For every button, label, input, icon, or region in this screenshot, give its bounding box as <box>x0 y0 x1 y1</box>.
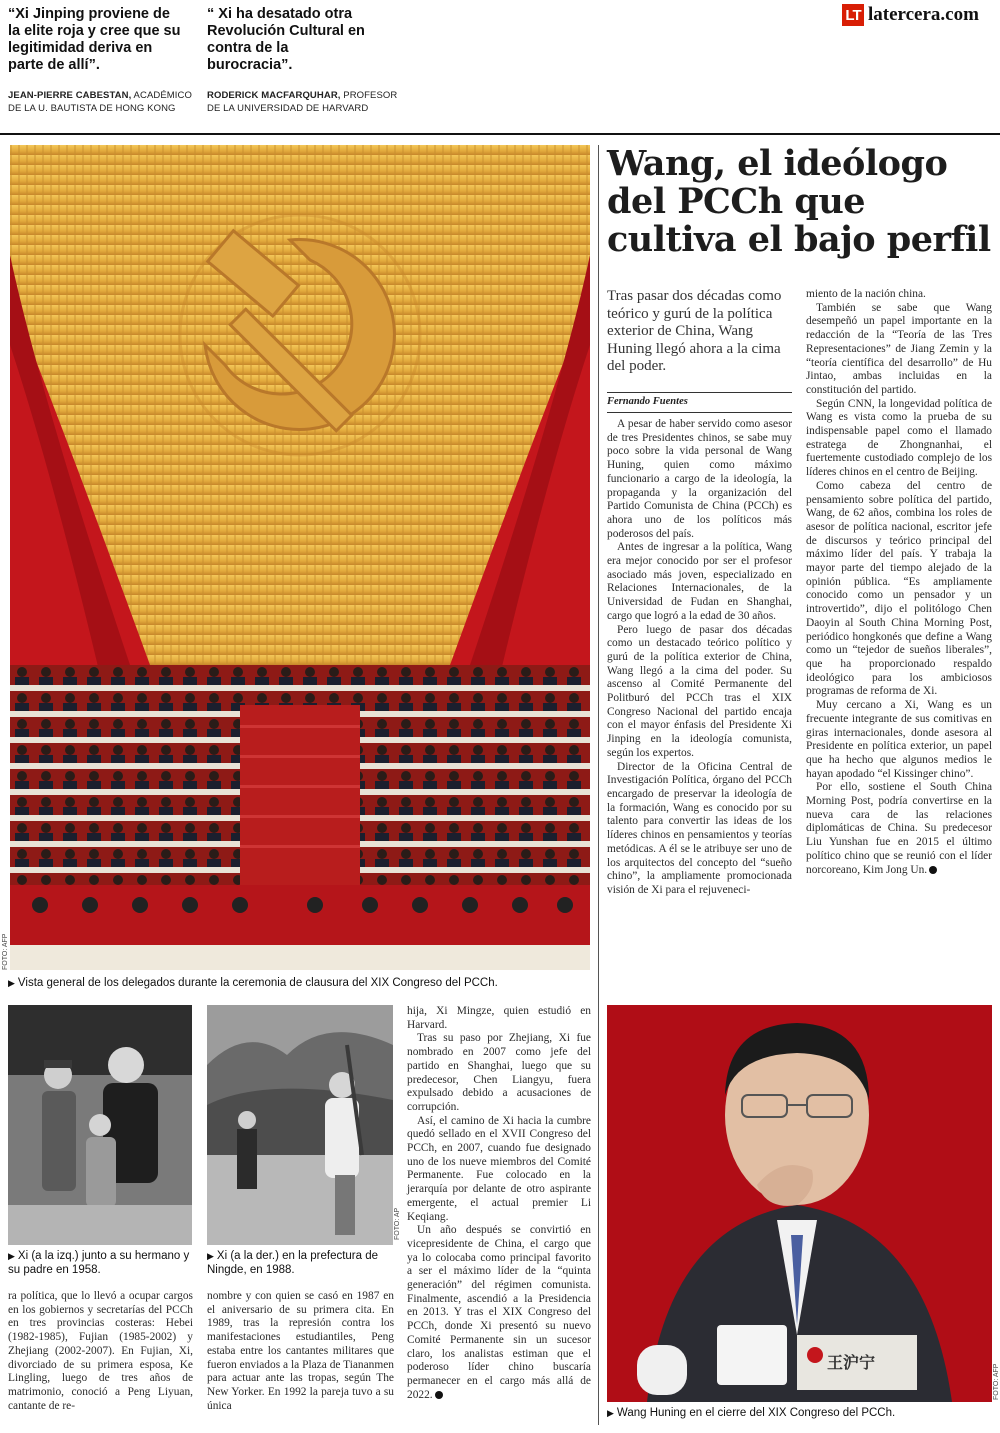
paragraph: Antes de ingresar a la política, Wang era mejor conocido por ser el profesor asociado más joven, especializado en Relaciones Internacionales, de la Universidad de Fudan en Shanghai, cargo que logró a la edad de 30 años. <box>607 541 792 622</box>
article-column-2 <box>806 288 992 877</box>
ningde-illustration <box>207 1005 393 1245</box>
paragraph-text: Un año después se convirtió en vicepresidente de China, el cargo que ya lo colocaba como principal favorito a ser el máximo líder de la “quinta generación” del régimen comunista. Finalmente, ascendió a la Presidencia en 2013. Y tras el XIX Congreso del PCCh, donde Xi presentó su nuevo Comité Permanente sin un sucesor claro, los analistas estiman que el poderoso líder chino buscaría permanecer en el cargo más allá de 2022. <box>407 1224 591 1401</box>
header-rule <box>0 133 1000 135</box>
quote-macfarquhar-attribution <box>207 89 407 115</box>
congress-hall-illustration <box>10 145 590 970</box>
lt-logo-icon: LT <box>842 4 864 26</box>
byline-rule <box>607 392 792 393</box>
photo-credit-afp-wang: FOTO: AFP <box>993 1363 1000 1400</box>
paragraph: Así, el camino de Xi hacia la cumbre quedó sellado en el XVII Congreso del PCCh, en 2007, cuando fue designado uno de los nueve miembros del Comité Permanente. Fue colocado en la jerarquía por delante de otro aspirante emergente, el actual premier Li Keqiang. <box>407 1114 591 1223</box>
article-column-1 <box>607 418 792 898</box>
photo-credit-afp: FOTO: AFP <box>2 933 9 970</box>
triangle-icon: ▶ <box>207 1251 214 1261</box>
nameplate: 王沪宁 <box>827 1353 876 1372</box>
byline-rule-bottom <box>607 412 792 413</box>
triangle-icon: ▶ <box>8 1251 15 1261</box>
caption-wang <box>607 1406 992 1420</box>
paragraph: ra política, que lo llevó a ocupar cargos en los gobiernos y secretarías del PCCh en tres provincias costeras: Hebei (1982-1985), Fujian (1985-2002) y Zhejiang (2002-2007). En Fujian, Xi, divorciado de su primera esposa, Ke Lingling, luego de tres años de matrimonio, conoció a Peng Liyuan, cantante de re- <box>8 1290 193 1412</box>
attribution-name: JEAN-PIERRE CABESTAN, <box>8 90 132 101</box>
column-divider <box>598 145 599 1425</box>
paragraph: Pero luego de pasar dos décadas como un destacado teórico político y gurú de la política exterior de China, Wang llegó a la cima del poder. Su ascenso al Comité Permanente del Politburó del PCCh tras el XIX Congreso Nacional del partido encaja con el mayor énfasis del Presidente Xi Jinping en la ideología comunista, según los expertos. <box>607 623 792 759</box>
ningde-photo <box>207 1005 393 1245</box>
triangle-icon: ▶ <box>607 1408 614 1418</box>
end-mark-icon <box>929 866 937 874</box>
brand-logo[interactable] <box>842 4 979 26</box>
caption-childhood-text: Xi (a la izq.) junto a su hermano y su padre en 1958. <box>8 1250 190 1276</box>
end-mark-icon <box>435 1391 443 1399</box>
congress-photo <box>10 145 590 970</box>
photo-credit-ap: FOTO: AP <box>394 1207 401 1240</box>
brand-site: latercera.com <box>868 4 979 25</box>
paragraph: Según CNN, la longevidad política de Wang es vista como la prueba de su indispensable papel como el llamado estratega de Zhongnanhai, el fuertemente custodiado complejo de los líderes chinos en el centro de Beijing. <box>806 397 992 479</box>
wang-portrait-illustration <box>607 1005 992 1402</box>
paragraph: También se sabe que Wang desempeñó un papel importante en la redacción de la “Teoría de las Tres Representaciones” de Jiang Zemin y la “teoría científica del desarrollo” de Hu Jintao, ambas incluidas en la constitución del partido. <box>806 301 992 396</box>
caption-wang-text: Wang Huning en el cierre del XIX Congreso del PCCh. <box>616 1407 896 1419</box>
quote-cabestan: “Xi Jinping proviene de la elite roja y cree que su legitimidad deriva en parte de allí”. <box>8 6 181 73</box>
childhood-photo <box>8 1005 192 1245</box>
paragraph-text: Por ello, sostiene el South China Morning Post, podría convertirse en la nueva cara de las relaciones diplomáticas de China. Su predecesor Liu Yunshan fue en 2015 el último político chino que se reunió con el líder norcoreano, Kim Jong Un. <box>806 781 992 876</box>
wang-photo <box>607 1005 992 1402</box>
article-column-3 <box>407 1005 591 1402</box>
lead: Tras pasar dos décadas como teórico y gurú de la política exterior de China, Wang Huning llegó ahora a la cima del poder. <box>607 288 782 374</box>
attribution-role: PROFESOR DE LA UNIVERSIDAD DE HARVARD <box>207 90 398 114</box>
caption-childhood <box>8 1249 198 1277</box>
quote-macfarquhar: “ Xi ha desatado otra Revolución Cultural en contra de la burocracia”. <box>207 6 365 73</box>
paragraph: Muy cercano a Xi, Wang es un frecuente integrante de sus comitivas en giras internacionales, donde asesora al Presidente en política exterior, un papel que ha hecho que algunos medios le hayan apodado “el Kissinger chino”. <box>806 699 992 780</box>
childhood-illustration <box>8 1005 192 1245</box>
paragraph <box>407 1224 591 1402</box>
quote-cabestan-attribution <box>8 89 198 115</box>
caption-main <box>8 976 598 990</box>
paragraph: Director de la Oficina Central de Investigación Política, órgano del PCCh encargado de preservar la ideología de la formación, Wang es conocido por su talento para convertir las ideas de los líderes chinos en pensamientos y teorías metódicas. A él se le atribuye ser uno de los arquitectos del concepto del “sueño chino”, la ampliamente promocionada visión de Xi para el rejuveneci- <box>607 760 792 896</box>
caption-main-text: Vista general de los delegados durante la ceremonia de clausura del XIX Congreso del PCCh. <box>17 977 498 989</box>
paragraph: miento de la nación china. <box>806 288 926 300</box>
paragraph: A pesar de haber servido como asesor de tres Presidentes chinos, se sabe muy poco sobre la vida personal de Wang Huning, quien como máximo funcionario a cargo de la ideología, la propaganda y la organización del Partido Comunista de China (PCCh) es ahora uno de los políticos más poderosos del país. <box>607 418 792 540</box>
headline: Wang, el ideólogo del PCCh que cultiva el bajo perfil <box>607 143 991 260</box>
bottom-column-2 <box>207 1290 394 1413</box>
bottom-column-1 <box>8 1290 193 1413</box>
triangle-icon: ▶ <box>8 978 15 988</box>
byline: Fernando Fuentes <box>607 396 688 407</box>
caption-ningde-text: Xi (a la der.) en la prefectura de Ningde, en 1988. <box>207 1250 379 1276</box>
caption-ningde <box>207 1249 397 1277</box>
paragraph: hija, Xi Mingze, quien estudió en Harvard. <box>407 1005 591 1031</box>
paragraph: Como cabeza del centro de pensamiento sobre política del partido, Wang, de 62 años, combina los roles de asesor de política nacional, escritor jefe de discursos y teórico principal del máximo líder del país. Y trabaja la mayor parte del tiempo alejado de la opinión pública. “Es ampliamente conocido como un pensador y un introvertido”, dijo el politólogo Chen Daoyin al South China Morning Post, periódico hongkonés que define a Wang como un “tejedor de sueños liberales”, que ha proporcionado respaldo ideológico para los ambiciosos programas de reforma de Xi. <box>806 479 992 698</box>
paragraph: Tras su paso por Zhejiang, Xi fue nombrado en 2007 como jefe del partido en Shanghai, luego que su predecesor, Chen Liangyu, fuera expulsado debido a acusaciones de corrupción. <box>407 1032 591 1113</box>
paragraph: nombre y con quien se casó en 1987 en el aniversario de su primera cita. En 1989, tras la represión contra los manifestaciones estudiantiles, Peng estaba entre los cantantes militares que fueron enviados a la Plaza de Tiananmen para actuar ante las tropas, según The New Yorker. En 1992 la pareja tuvo a su única <box>207 1290 394 1412</box>
attribution-role: ACADÉMICO DE LA U. BAUTISTA DE HONG KONG <box>8 90 192 114</box>
paragraph <box>806 781 992 877</box>
attribution-name: RODERICK MACFARQUHAR, <box>207 90 341 101</box>
